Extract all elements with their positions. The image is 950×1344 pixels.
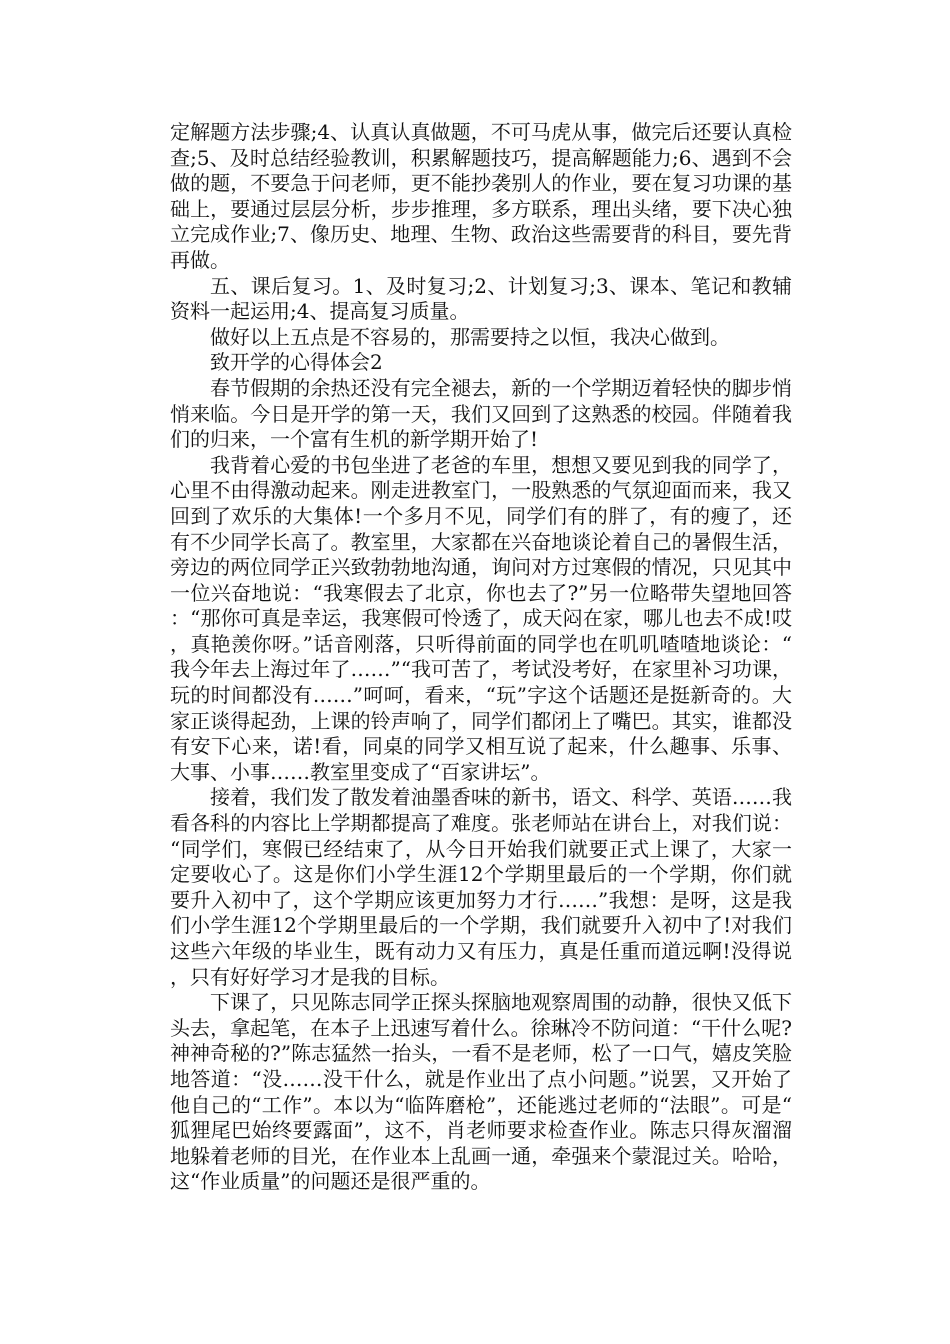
paragraph-new-books-teacher: 接着，我们发了散发着油墨香味的新书，语文、科学、英语……我看各科的内容比上学期都提高了难度。张老师站在讲台上，对我们说：“同学们，寒假已经结束了，从今日开始我们就要正式上课了，大家一定要收心了。这是你们小学生涯12个学期里最后的一个学期，你们就要升入初中了，这个学期应该更加努力才行……”我想：是呀，这是我们小学生涯12个学期里最后的一个学期，我们就要升入初中了!对我们这些六年级的毕业生，既有动力又有压力，真是任重而道远啊!没得说，只有好好学习才是我的目标。 [170, 785, 792, 989]
paragraph-after-class-review: 五、课后复习。1、及时复习;2、计划复习;3、课本、笔记和教辅资料一起运用;4、提高复习质量。 [170, 273, 792, 324]
section-heading: 致开学的心得体会2 [210, 350, 383, 375]
paragraph-study-steps: 定解题方法步骤;4、认真认真做题，不可马虎从事，做完后还要认真检查;5、及时总结经验教训，积累解题技巧，提高解题能力;6、遇到不会做的题，不要急于问老师，更不能抄袭别人的作业，要在复习功课的基础上，要通过层层分析，步步推理，多方联系，理出头绪，要下决心独立完成作业;7、像历史、地理、生物、政治这些需要背的科目，要先背再做。 [170, 120, 792, 272]
document-body [170, 120, 792, 1195]
paragraph-classroom-reunion: 我背着心爱的书包坐进了老爸的车里，想想又要见到我的同学了，心里不由得激动起来。刚走进教室门，一股熟悉的气氛迎面而来，我又回到了欢乐的大集体!一个多月不见，同学们有的胖了，有的瘦了，还有不少同学长高了。教室里，大家都在兴奋地谈论着自己的暑假生活，旁边的两位同学正兴致勃勃地沟通，询问对方过寒假的情况，只见其中一位兴奋地说：“我寒假去了北京，你也去了?”另一位略带失望地回答：“那你可真是幸运，我寒假可怜透了，成天闷在家，哪儿也去不成!哎，真艳羡你呀。”话音刚落，只听得前面的同学也在叽叽喳喳地谈论：“我今年去上海过年了……”“我可苦了，考试没考好，在家里补习功课，玩的时间都没有……”呵呵，看来，“玩”字这个话题还是挺新奇的。大家正谈得起劲，上课的铃声响了，同学们都闭上了嘴巴。其实，谁都没有安下心来，诺!看，同桌的同学又相互说了起来，什么趣事、乐事、大事、小事……教室里变成了“百家讲坛”。 [170, 452, 792, 784]
paragraph-new-semester: 春节假期的余热还没有完全褪去，新的一个学期迈着轻快的脚步悄悄来临。今日是开学的第一天，我们又回到了这熟悉的校园。伴随着我们的归来，一个富有生机的新学期开始了! [170, 375, 792, 452]
paragraph-resolution: 做好以上五点是不容易的，那需要持之以恒，我决心做到。 [210, 324, 730, 349]
paragraph-homework-story: 下课了，只见陈志同学正探头探脑地观察周围的动静，很快又低下头去，拿起笔，在本子上迅速写着什么。徐琳冷不防问道：“干什么呢?神神奇秘的?”陈志猛然一抬头，一看不是老师，松了一口气，嬉皮笑脸地答道：“没……没干什么，就是作业出了点小问题。”说罢，又开始了他自己的“工作”。本以为“临阵磨枪”，还能逃过老师的“法眼”。可是“狐狸尾巴始终要露面”，这不，肖老师要求检查作业。陈志只得灰溜溜地躲着老师的目光，在作业本上乱画一通，牵强来个蒙混过关。哈哈，这“作业质量”的问题还是很严重的。 [170, 990, 792, 1194]
